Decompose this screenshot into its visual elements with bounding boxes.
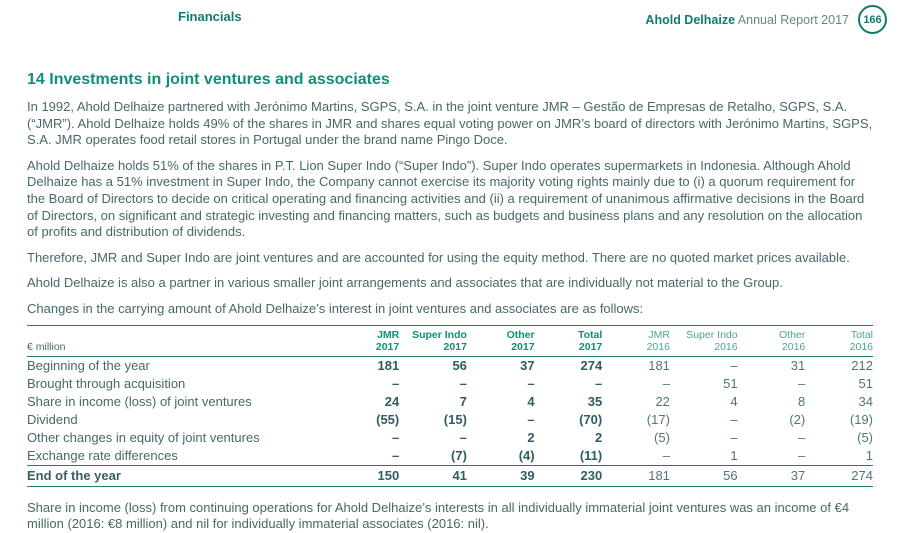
- column-name: Total: [850, 328, 873, 341]
- column-year: 2017: [511, 340, 535, 353]
- value-cell: 4: [730, 394, 738, 410]
- value-cell: 212: [851, 358, 873, 374]
- value-cell: –: [662, 376, 670, 392]
- value-cell: –: [392, 430, 400, 446]
- row-label: Beginning of the year: [27, 358, 150, 374]
- value-cell: 34: [858, 394, 873, 410]
- column-year: 2016: [714, 340, 738, 353]
- value-cell: –: [730, 430, 738, 446]
- value-cell: 24: [384, 394, 400, 410]
- footnote-immaterial-interests: Share in income (loss) from continuing operations for Ahold Delhaize’s interests in all individually immaterial joint ventures was an income of €4 million (2016: €8 million) and nil for individually immaterial associates (2016: nil).: [27, 499, 850, 532]
- column-name: Super Indo: [412, 328, 467, 341]
- column-name: JMR: [648, 328, 670, 341]
- column-name: Total: [577, 328, 603, 341]
- value-cell: 31: [790, 358, 806, 374]
- value-cell: 2: [595, 430, 603, 446]
- column-year: 2017: [375, 340, 400, 353]
- table-row-exchange-rate: [27, 447, 873, 466]
- row-label: Share in income (loss) of joint ventures: [27, 394, 252, 410]
- column-header-total-2016: [805, 325, 873, 356]
- value-cell: 56: [670, 465, 738, 486]
- page-number-badge: 166: [858, 5, 887, 34]
- column-header-other-2017: [467, 325, 535, 356]
- column-header-jmr-2017: [332, 325, 400, 356]
- value-cell: 7: [459, 394, 467, 410]
- row-label: Exchange rate differences: [27, 448, 178, 464]
- value-cell: (5): [857, 430, 873, 446]
- section-title: 14 Investments in joint ventures and associates: [27, 71, 390, 88]
- value-cell: 230: [535, 465, 603, 486]
- report-brand: Ahold Delhaize: [645, 12, 736, 27]
- column-header-total-2017: [535, 325, 603, 356]
- value-cell: –: [662, 448, 670, 464]
- value-cell: (11): [579, 448, 603, 464]
- column-name: Super Indo: [686, 328, 738, 341]
- value-cell: –: [392, 448, 400, 464]
- column-header-superindo-2016: [670, 325, 738, 356]
- paragraph-table-intro: Changes in the carrying amount of Ahold Delhaize’s interest in joint ventures and associates are as follows:: [27, 300, 644, 316]
- row-label: Other changes in equity of joint ventures: [27, 430, 260, 446]
- value-cell: 51: [723, 376, 738, 392]
- value-cell: –: [459, 376, 467, 392]
- column-year: 2017: [443, 340, 467, 353]
- table-row-end-of-year: [27, 465, 873, 486]
- value-cell: (5): [654, 430, 670, 446]
- column-year: 2017: [578, 340, 603, 353]
- value-cell: 181: [602, 465, 670, 486]
- paragraph-other-arrangements: Ahold Delhaize is also a partner in various smaller joint arrangements and associates that are individually not material to the Group.: [27, 275, 783, 291]
- value-cell: 56: [452, 358, 467, 374]
- table-row-share-income: [27, 393, 873, 411]
- table-row-acquisition: [27, 375, 873, 393]
- row-label: End of the year: [27, 465, 332, 486]
- value-cell: 37: [520, 358, 535, 374]
- value-cell: –: [798, 430, 806, 446]
- value-cell: (2): [789, 412, 806, 428]
- value-cell: –: [595, 376, 603, 392]
- column-year: 2016: [849, 340, 873, 353]
- column-year: 2016: [646, 340, 670, 353]
- value-cell: (7): [451, 448, 467, 464]
- joint-ventures-table: [27, 325, 873, 487]
- value-cell: 41: [399, 465, 467, 486]
- value-cell: 181: [377, 358, 400, 374]
- value-cell: (15): [443, 412, 467, 428]
- value-cell: 1: [730, 448, 738, 464]
- value-cell: –: [527, 376, 535, 392]
- table-header-row: [27, 325, 873, 356]
- paragraph-super-indo: Ahold Delhaize holds 51% of the shares in P.T. Lion Super Indo (“Super Indo”). Super Indo operates supermarkets in Indonesia. Although Ahold Delhaize has a 51% investment in Super Indo, the Company cannot exercise its majority voting rights mainly due to (i) a quorum requirement for the Board of Directors to decide on critical operating and financing activities and (ii) a requirement of unanimous affirmative decisions in the Board of Directors, on significant and strategic investing and financing matters, such as budgets and business plans and any resolution on the allocation of profits and distribution of dividends.: [27, 157, 865, 240]
- row-label: Dividend: [27, 412, 78, 428]
- column-header-superindo-2017: [399, 325, 467, 356]
- value-cell: 39: [467, 465, 535, 486]
- value-cell: –: [798, 376, 806, 392]
- header-section-label: Financials: [178, 9, 242, 24]
- value-cell: (19): [849, 412, 873, 428]
- column-year: 2016: [781, 340, 806, 353]
- column-name: Other: [779, 328, 806, 341]
- value-cell: 8: [798, 394, 806, 410]
- value-cell: –: [798, 448, 806, 464]
- report-name: Annual Report 2017: [735, 12, 849, 27]
- value-cell: –: [527, 412, 535, 428]
- value-cell: 1: [865, 448, 873, 464]
- table-row-dividend: [27, 411, 873, 429]
- column-name: Other: [506, 328, 535, 341]
- paragraph-jmr: In 1992, Ahold Delhaize partnered with Jerónimo Martins, SGPS, S.A. in the joint venture JMR – Gestão de Empresas de Retalho, SGPS, S.A. (“JMR”). Ahold Delhaize holds 49% of the shares in JMR and shares equal voting power on JMR’s board of directors with Jerónimo Martins, SGPS, S.A. JMR operates food retail stores in Portugal under the brand name Pingo Doce.: [27, 99, 873, 148]
- column-header-jmr-2016: [602, 325, 670, 356]
- value-cell: (4): [518, 448, 535, 464]
- table-row-beginning: [27, 356, 873, 375]
- value-cell: 51: [858, 376, 873, 392]
- column-name: JMR: [377, 328, 400, 341]
- value-cell: (17): [646, 412, 670, 428]
- unit-label: € million: [27, 325, 332, 356]
- value-cell: 37: [738, 465, 806, 486]
- value-cell: –: [459, 430, 467, 446]
- value-cell: 274: [805, 465, 873, 486]
- value-cell: –: [730, 358, 738, 374]
- row-label: Brought through acquisition: [27, 376, 186, 392]
- table-row-other-equity-changes: [27, 429, 873, 447]
- value-cell: 150: [332, 465, 400, 486]
- page-header: [0, 0, 900, 36]
- value-cell: 2: [527, 430, 535, 446]
- value-cell: –: [730, 412, 738, 428]
- value-cell: 35: [587, 394, 603, 410]
- value-cell: –: [392, 376, 400, 392]
- column-header-other-2016: [738, 325, 806, 356]
- report-title: [645, 13, 849, 27]
- value-cell: (70): [579, 412, 603, 428]
- value-cell: (55): [376, 412, 400, 428]
- value-cell: 22: [655, 394, 670, 410]
- value-cell: 4: [527, 394, 535, 410]
- page-content: [0, 71, 900, 533]
- paragraph-equity-method: Therefore, JMR and Super Indo are joint ventures and are accounted for using the equity method. There are no quoted market prices available.: [27, 249, 850, 265]
- value-cell: 274: [580, 358, 603, 374]
- value-cell: 181: [648, 358, 670, 374]
- header-report-info: [645, 5, 887, 34]
